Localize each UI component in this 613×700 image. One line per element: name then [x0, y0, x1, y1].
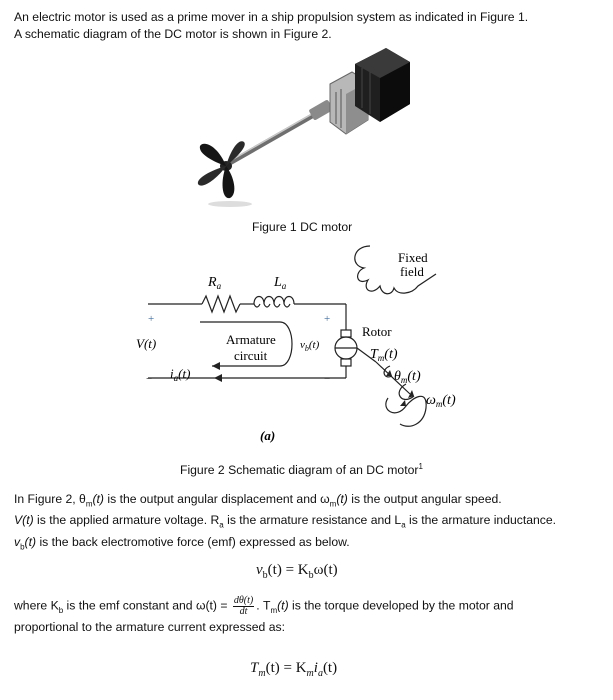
paragraph-2-line-2: proportional to the armature current expressed as: [14, 620, 285, 635]
figure1-caption: Figure 1 DC motor [252, 220, 353, 234]
derivative-fraction: $\frac{d\theta(t)}{dt}$ [233, 595, 254, 617]
plus-left: + [148, 313, 155, 325]
minus-left: − [146, 373, 153, 385]
paragraph-2 [14, 596, 599, 636]
circuit-label: circuit [234, 348, 268, 363]
tm-label: $T_m(t)$ [370, 347, 398, 363]
paragraph-1-line-2: V(t) is the applied armature voltage. $R_a$ is the armature resistance and $L_a$ is the armature inductance. [14, 513, 557, 530]
paragraph-1-line-1: In Figure 2, $\theta_m(t)$ is the output angular displacement and $\omega_m(t)$ is the output angular speed. [14, 492, 502, 509]
plus-right: + [324, 313, 331, 325]
intro-line-2: A schematic diagram of the DC motor is shown in Figure 2. [14, 27, 332, 41]
equation-back-emf: $v_b(t) = K_b\omega(t)$ [256, 562, 338, 581]
equation-torque: $T_m(t) = K_mi_a(t)$ [250, 660, 338, 679]
minus-right: − [324, 373, 331, 385]
rotor-label: Rotor [362, 324, 392, 339]
paragraph-2-line-1: where $K_b$ is the emf constant and ω(t) = $\frac{d\theta(t)}{dt}$ . $T_m(t)$ is the torque developed by the motor and [14, 595, 514, 617]
paragraph-1 [14, 491, 599, 555]
dc-motor-illustration [190, 42, 420, 212]
intro-line-1: An electric motor is used as a prime mover in a ship propulsion system as indicated in Figure 1. [14, 10, 529, 24]
omega-label: $\omega_m(t)$ [426, 393, 456, 409]
vb-label: $v_b(t)$ [300, 339, 320, 353]
la-label: $L_a$ [274, 275, 287, 291]
figure2-caption: Figure 2 Schematic diagram of an DC motor$^1$ [180, 462, 423, 478]
motor-schematic [130, 238, 490, 448]
theta-label: $\theta_m(t)$ [394, 369, 421, 385]
figure2-sublabel: (a) [260, 428, 276, 443]
ra-label: $R_a$ [208, 275, 222, 291]
field-label: field [400, 264, 424, 279]
ia-label: $i_a(t)$ [170, 366, 191, 383]
fixed-label: Fixed [398, 250, 428, 265]
vt-label: V(t) [136, 336, 157, 351]
armature-label: Armature [226, 332, 276, 347]
paragraph-1-line-3: $v_b(t)$ is the back electromotive force (emf) expressed as below. [14, 534, 350, 552]
